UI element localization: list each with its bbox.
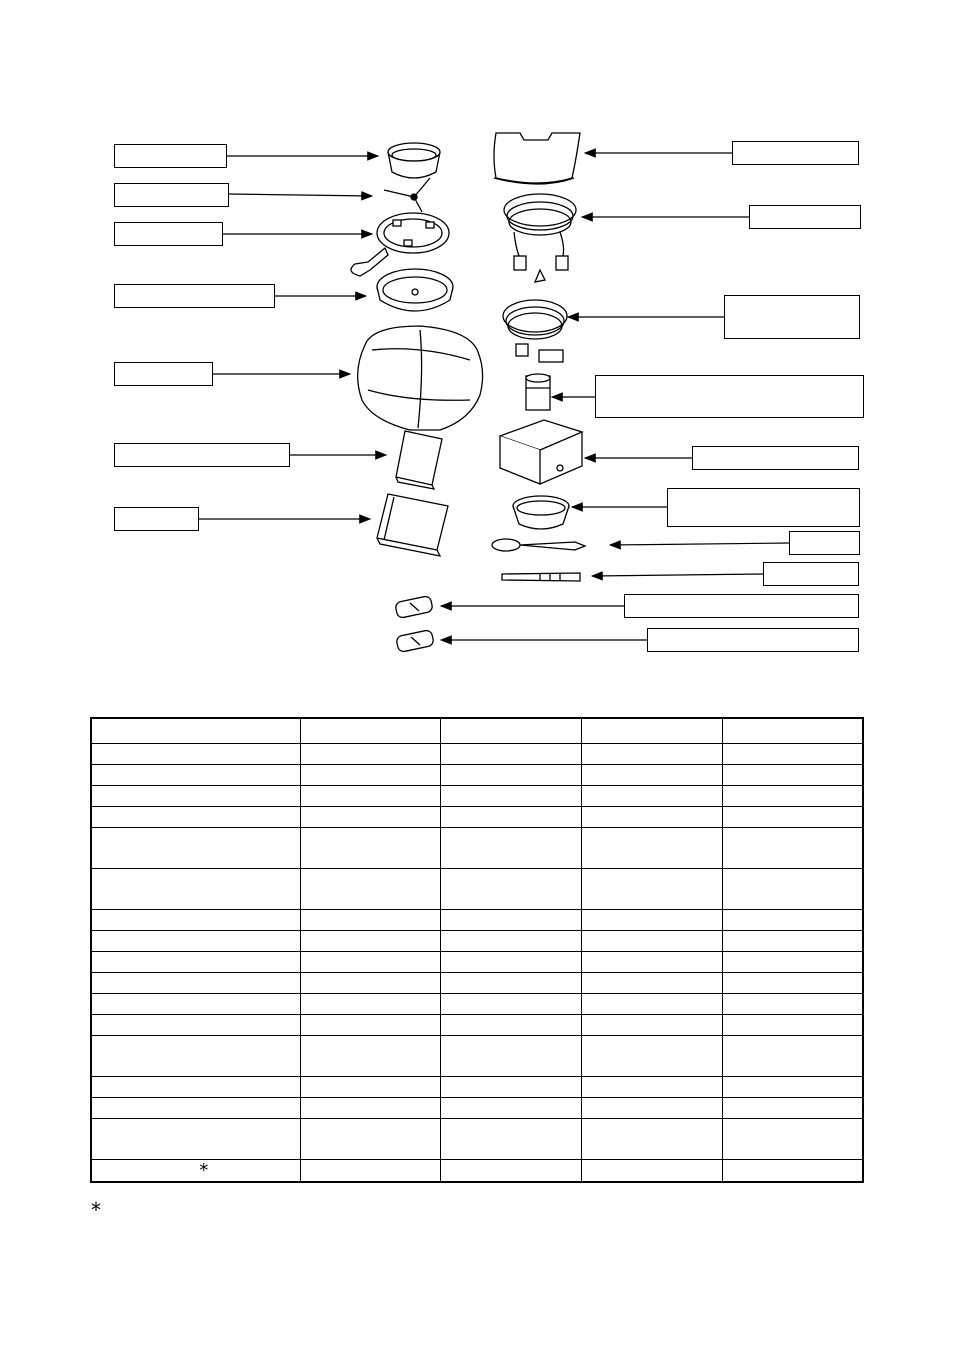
pan-part-drawing — [513, 496, 569, 529]
cable-part-drawing — [503, 300, 567, 362]
spinner-part-drawing — [384, 178, 430, 212]
callout-label — [732, 141, 859, 165]
table-row — [91, 785, 863, 806]
box-part-drawing — [500, 420, 582, 484]
fuse-part-drawing — [396, 629, 435, 652]
table-row — [91, 951, 863, 972]
jar-part-drawing — [526, 374, 550, 410]
table-row — [91, 743, 863, 764]
callout-label — [724, 295, 860, 339]
callout-label — [667, 488, 860, 527]
callout-label — [114, 507, 199, 531]
table-row — [91, 1097, 863, 1118]
callout-label — [624, 594, 859, 618]
callout-label — [595, 375, 864, 418]
table-row — [91, 1076, 863, 1097]
leader-line — [229, 194, 372, 196]
callout-label — [749, 205, 861, 229]
leader-line — [592, 574, 763, 576]
callout-label — [692, 446, 859, 470]
table-row — [91, 972, 863, 993]
callout-label — [763, 562, 859, 586]
dust-cover-part-drawing — [358, 326, 483, 430]
callout-label — [114, 222, 223, 246]
callout-label — [114, 362, 213, 386]
callout-label — [647, 628, 859, 652]
callout-label — [789, 531, 860, 555]
tweezers-part-drawing — [502, 573, 580, 581]
plate-part-drawing — [351, 213, 449, 276]
table-row — [91, 764, 863, 785]
table-row — [91, 868, 863, 909]
fuse-part-drawing — [395, 595, 434, 618]
table-row — [91, 1014, 863, 1035]
table-row — [91, 1118, 863, 1159]
ring-part-drawing — [388, 143, 440, 178]
leader-line — [610, 543, 789, 545]
parts-table — [90, 717, 864, 1183]
table-row — [91, 1159, 863, 1182]
callout-label — [114, 443, 290, 467]
footnote-asterisk: * — [91, 1198, 101, 1222]
callout-label — [114, 144, 227, 168]
table-row — [91, 930, 863, 951]
callout-label — [114, 183, 229, 207]
table-row — [91, 1035, 863, 1076]
table-asterisk-mark: * — [199, 1159, 209, 1181]
table-row — [91, 909, 863, 930]
power-cord-part-drawing — [504, 194, 576, 282]
manual-part-drawing — [377, 494, 448, 556]
callout-label — [114, 284, 275, 308]
table-row — [91, 993, 863, 1014]
spoon-part-drawing — [492, 539, 585, 551]
table-row — [91, 827, 863, 868]
cover-panel-part-drawing — [494, 133, 580, 184]
dish-part-drawing — [377, 269, 453, 311]
table-row — [91, 806, 863, 827]
table-header-row — [91, 718, 863, 743]
booklet-part-drawing — [396, 431, 442, 489]
